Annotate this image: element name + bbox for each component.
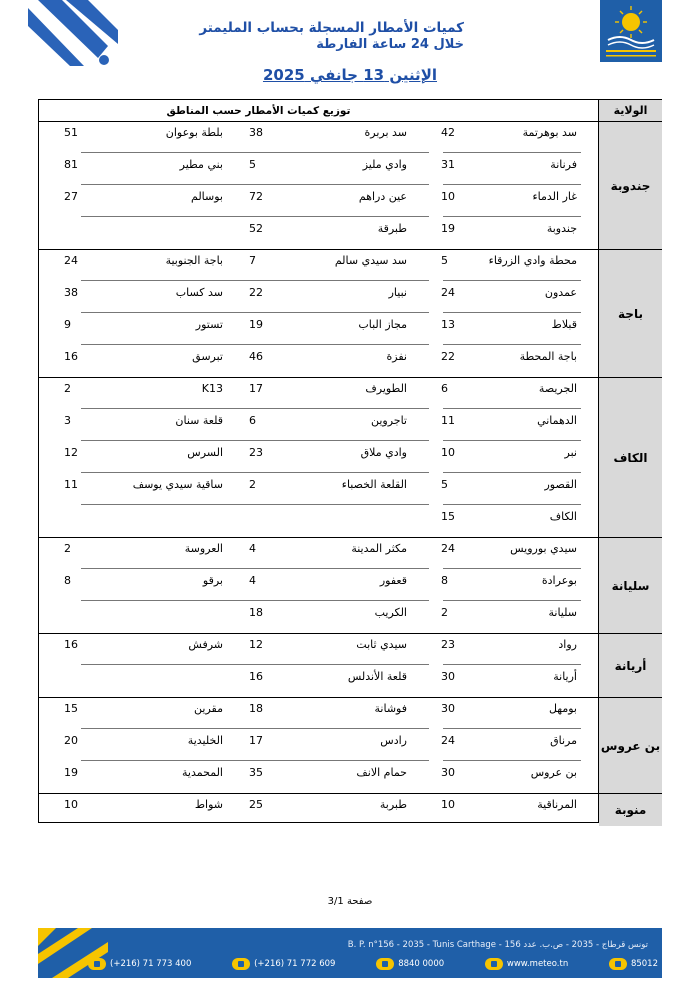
footer-stripes (38, 928, 108, 978)
contact-text: (+216) 71 773 400 (110, 959, 192, 969)
footer-banner (38, 928, 662, 978)
rainfall-value: 17 (249, 382, 263, 395)
station-name: فوشانة (374, 702, 407, 715)
station-name: سيدي بورويس (510, 542, 577, 555)
station-name: قعفور (379, 574, 407, 587)
row-separator (443, 408, 581, 409)
postal-address: B. P. n°156 - 2035 - Tunis Carthage - تونس قرطاج - 2035 - ص.ب. عدد 156 (347, 940, 648, 950)
contact-text: www.meteo.tn (506, 959, 569, 969)
row-separator (81, 344, 255, 345)
table-row (39, 570, 599, 602)
station-name: شواط (194, 798, 223, 811)
zones-header: توزيع كميات الأمطار حسب المناطق (39, 100, 599, 122)
rainfall-value: 16 (64, 350, 78, 363)
governorate-cell: بن عروس (599, 698, 662, 794)
station-name: الكاف (549, 510, 577, 523)
governorate-cell: الكاف (599, 378, 662, 538)
station-name: العروسة (184, 542, 223, 555)
row-separator (443, 344, 581, 345)
rainfall-value: 11 (64, 478, 78, 491)
table-row (39, 506, 599, 538)
table-row (39, 410, 599, 442)
station-name: سد كساب (175, 286, 223, 299)
row-separator (251, 568, 429, 569)
row-separator (251, 184, 429, 185)
row-separator (443, 152, 581, 153)
station-name: قلعة الأندلس (347, 670, 407, 683)
row-separator (81, 184, 255, 185)
rainfall-value: 23 (249, 446, 263, 459)
table-row (39, 346, 599, 378)
station-name: المحمدية (182, 766, 223, 779)
row-separator (251, 600, 429, 601)
row-separator (443, 216, 581, 217)
rainfall-value: 15 (441, 510, 455, 523)
rainfall-value: 31 (441, 158, 455, 171)
table-row (39, 378, 599, 410)
station-name: سليانة (548, 606, 577, 619)
rainfall-value: 9 (64, 318, 71, 331)
rainfall-value: 10 (441, 446, 455, 459)
rainfall-value: 24 (441, 286, 455, 299)
station-name: الجريصة (538, 382, 577, 395)
station-name: تاجروين (370, 414, 407, 427)
row-separator (443, 280, 581, 281)
rainfall-value: 30 (441, 702, 455, 715)
table-row (39, 442, 599, 474)
row-separator (251, 504, 429, 505)
row-separator (251, 408, 429, 409)
table-row (39, 474, 599, 506)
hotline-icon (376, 958, 394, 970)
rainfall-value: 8 (441, 574, 448, 587)
rainfall-value: 6 (249, 414, 256, 427)
station-name: قبلاط (551, 318, 577, 331)
station-name: سد بربرة (364, 126, 407, 139)
mailbox-icon (609, 958, 627, 970)
station-name: رادس (380, 734, 407, 747)
row-separator (251, 312, 429, 313)
station-name: ساقية سيدي يوسف (132, 478, 223, 491)
rainfall-value: 3 (64, 414, 71, 427)
rainfall-value: 19 (64, 766, 78, 779)
table-row (39, 282, 599, 314)
rainfall-value: 8 (64, 574, 71, 587)
table-row (39, 698, 599, 730)
station-name: مكثر المدينة (351, 542, 407, 555)
station-name: برقو (202, 574, 223, 587)
rainfall-value: 24 (64, 254, 78, 267)
station-name: غار الدماء (532, 190, 577, 203)
station-name: رواد (558, 638, 577, 651)
row-separator (251, 280, 429, 281)
row-separator (81, 408, 255, 409)
row-separator (443, 760, 581, 761)
rainfall-value: 19 (249, 318, 263, 331)
row-separator (443, 312, 581, 313)
institute-logo (600, 0, 662, 62)
station-name: تبرسق (192, 350, 223, 363)
row-separator (443, 600, 581, 601)
rainfall-value: 35 (249, 766, 263, 779)
row-separator (81, 216, 255, 217)
rainfall-value: 18 (249, 702, 263, 715)
station-name: بني مطير (179, 158, 223, 171)
rainfall-value: 25 (249, 798, 263, 811)
station-name: مجاز الباب (358, 318, 407, 331)
station-name: المرناقية (537, 798, 577, 811)
row-separator (251, 344, 429, 345)
table-row (39, 314, 599, 346)
table-row (39, 730, 599, 762)
page-number: صفحة 3/1 (327, 896, 373, 907)
station-name: سيدي ثابت (356, 638, 407, 651)
table-row (39, 186, 599, 218)
table-row (39, 762, 599, 794)
station-name: الطويرف (365, 382, 407, 395)
station-name: K13 (201, 382, 223, 395)
station-name: شرفش (188, 638, 223, 651)
rainfall-value: 15 (64, 702, 78, 715)
row-separator (81, 504, 255, 505)
contact-item (609, 958, 658, 970)
rainfall-value: 12 (64, 446, 78, 459)
station-name: وادي مليز (362, 158, 407, 171)
rainfall-value: 4 (249, 542, 256, 555)
station-name: نفزة (386, 350, 407, 363)
fax-icon (232, 958, 250, 970)
globe-icon (485, 958, 503, 970)
rainfall-value: 24 (441, 542, 455, 555)
row-separator (81, 472, 255, 473)
table-row (39, 538, 599, 570)
rainfall-value: 72 (249, 190, 263, 203)
station-name: السرس (187, 446, 223, 459)
contact-item (376, 958, 444, 970)
row-separator (81, 440, 255, 441)
row-separator (81, 568, 255, 569)
row-separator (443, 472, 581, 473)
station-name: جندوبة (546, 222, 577, 235)
station-name: فرنانة (550, 158, 577, 171)
governorate-cell: جندوبة (599, 122, 662, 250)
contact-list (88, 958, 658, 970)
table-row (39, 666, 599, 698)
rainfall-value: 12 (249, 638, 263, 651)
governorate-cell: سليانة (599, 538, 662, 634)
row-separator (81, 664, 255, 665)
station-name: نبر (564, 446, 577, 459)
station-name: القلعة الخصباء (341, 478, 407, 491)
rainfall-value: 27 (64, 190, 78, 203)
station-name: سد بوهرتمة (522, 126, 577, 139)
station-name: طبربة (379, 798, 407, 811)
station-name: سد سيدي سالم (334, 254, 407, 267)
rainfall-value: 2 (249, 478, 256, 491)
rainfall-value: 19 (441, 222, 455, 235)
station-name: بلطة بوعوان (165, 126, 223, 139)
contact-item (485, 958, 568, 970)
station-name: تستور (195, 318, 223, 331)
row-separator (443, 184, 581, 185)
station-name: الدهماني (537, 414, 577, 427)
rainfall-value: 42 (441, 126, 455, 139)
contact-item (232, 958, 335, 970)
row-separator (251, 440, 429, 441)
station-name: أريانة (553, 670, 577, 683)
governorate-cell: أريانة (599, 634, 662, 698)
station-name: مرناق (550, 734, 577, 747)
table-row (39, 250, 599, 282)
row-separator (81, 600, 255, 601)
station-name: باجة الجنوبية (165, 254, 223, 267)
rainfall-value: 5 (441, 254, 448, 267)
footer-bar (38, 928, 662, 978)
rainfall-value: 16 (64, 638, 78, 651)
rainfall-value: 81 (64, 158, 78, 171)
rainfall-value: 2 (64, 542, 71, 555)
contact-text: 85012 (630, 959, 658, 969)
rainfall-value: 2 (64, 382, 71, 395)
decorative-stripes (28, 0, 118, 70)
station-name: الخليدية (187, 734, 223, 747)
row-separator (251, 664, 429, 665)
row-separator (251, 472, 429, 473)
rainfall-value: 13 (441, 318, 455, 331)
station-name: حمام الانف (356, 766, 407, 779)
row-separator (443, 504, 581, 505)
rainfall-value: 18 (249, 606, 263, 619)
report-title: كميات الأمطار المسجلة بحساب المليمتر (199, 20, 464, 36)
rainfall-table (38, 99, 662, 823)
rainfall-value: 11 (441, 414, 455, 427)
row-separator (251, 760, 429, 761)
governorate-header: الولاية (599, 100, 662, 122)
table-row (39, 602, 599, 634)
station-name: بوعرادة (541, 574, 577, 587)
governorate-cell: باجة (599, 250, 662, 378)
rainfall-value: 38 (249, 126, 263, 139)
rainfall-value: 5 (441, 478, 448, 491)
contact-text: (+216) 71 772 609 (254, 959, 336, 969)
rainfall-value: 30 (441, 766, 455, 779)
station-name: نبيار (388, 286, 407, 299)
station-name: بن عروس (530, 766, 577, 779)
rainfall-value: 52 (249, 222, 263, 235)
station-name: باجة المحطة (519, 350, 577, 363)
rainfall-value: 22 (249, 286, 263, 299)
station-name: مقرين (194, 702, 223, 715)
table-row (39, 154, 599, 186)
station-name: محطة وادي الزرقاء (488, 254, 577, 267)
rainfall-value: 38 (64, 286, 78, 299)
station-name: بوسالم (191, 190, 223, 203)
rainfall-value: 6 (441, 382, 448, 395)
rainfall-value: 10 (441, 798, 455, 811)
table-row (39, 122, 599, 154)
rainfall-value: 20 (64, 734, 78, 747)
station-name: الكريب (374, 606, 407, 619)
row-separator (443, 664, 581, 665)
rainfall-value: 24 (441, 734, 455, 747)
rainfall-value: 7 (249, 254, 256, 267)
row-separator (443, 728, 581, 729)
table-row (39, 794, 599, 826)
row-separator (251, 728, 429, 729)
rainfall-value: 22 (441, 350, 455, 363)
table-row (39, 218, 599, 250)
rainfall-value: 10 (441, 190, 455, 203)
row-separator (251, 152, 429, 153)
row-separator (251, 216, 429, 217)
row-separator (81, 728, 255, 729)
station-name: عين دراهم (358, 190, 407, 203)
rainfall-value: 2 (441, 606, 448, 619)
rainfall-value: 16 (249, 670, 263, 683)
row-separator (81, 760, 255, 761)
rainfall-value: 10 (64, 798, 78, 811)
row-separator (443, 440, 581, 441)
rainfall-value: 17 (249, 734, 263, 747)
rainfall-value: 4 (249, 574, 256, 587)
row-separator (443, 568, 581, 569)
table-row (39, 634, 599, 666)
row-separator (81, 152, 255, 153)
row-separator (81, 312, 255, 313)
station-name: قلعة سنان (175, 414, 223, 427)
station-name: عمدون (544, 286, 577, 299)
rainfall-value: 30 (441, 670, 455, 683)
station-name: طبرقة (377, 222, 407, 235)
station-name: وادي ملاق (360, 446, 407, 459)
contact-item (88, 958, 191, 970)
rainfall-value: 23 (441, 638, 455, 651)
governorate-cell: منوبة (599, 794, 662, 826)
report-date: الإثنين 13 جانفي 2025 (262, 66, 438, 84)
station-name: القصور (544, 478, 577, 491)
contact-text: 8840 0000 (398, 959, 445, 969)
rainfall-value: 51 (64, 126, 78, 139)
rainfall-value: 5 (249, 158, 256, 171)
station-name: بومهل (548, 702, 577, 715)
row-separator (81, 280, 255, 281)
phone-icon (88, 958, 106, 970)
report-subtitle: خلال 24 ساعة الفارطة (316, 37, 464, 52)
rainfall-value: 46 (249, 350, 263, 363)
